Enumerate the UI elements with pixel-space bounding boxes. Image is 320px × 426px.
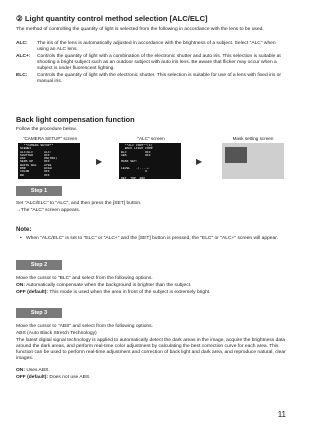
option-desc: Does not use ABS. — [49, 375, 91, 380]
option-term: ON: — [16, 283, 25, 288]
arrow-right-icon: ▶ — [96, 157, 103, 166]
step-2-text: Move the cursor to "BLC" and select from the following options. — [16, 276, 153, 281]
step-3-abs: ABS (Auto Black Stretch Technology) — [16, 331, 97, 336]
option-desc: The iris of the lens is automatically adjusted in accordance with the brightness of a subject. Select "ALC" when using an ALC lens. — [37, 41, 276, 52]
option-term: OFF (default): — [16, 290, 49, 295]
option-desc: Uses ABS. — [26, 368, 50, 373]
option-desc: This mode is used when the area in front of the subject is extremely bright. — [49, 290, 211, 295]
option-alc-plus — [16, 54, 288, 72]
step-2-on — [16, 283, 288, 289]
note-title: Note: — [16, 227, 32, 233]
step-3-on — [16, 368, 288, 374]
alc-screen: **ALC CONT**(1) BACK LIGHT COMP BLC OFF ABS OFF MASK SET↑ LEVEL -|....+ 0 RET TOP END — [119, 143, 181, 179]
caption-alc: "ALC" screen — [137, 136, 165, 141]
page-number: 11 — [277, 410, 286, 419]
caption-camera-setup: "CAMERA SETUP" screen — [22, 136, 78, 141]
section-title: ② Light quantity control method selection [ALC/ELC] — [16, 14, 208, 23]
step-3-off — [16, 375, 288, 381]
option-alc — [16, 41, 288, 53]
option-desc: Controls the quantity of light with a combination of the electronic shutter and auto iris. This selection is suitable at shooting a bright subject such as an outdoor subject with auto iris lens. Be aware that flicker may occur when a subject is under fluorescent lighting. — [37, 54, 281, 71]
note-text: When "ALC/ELC" is set to "ELC" or "ALC+" and the [SET] button is pressed, the "ELC" or "ALC+" screen will appear. — [26, 236, 278, 241]
option-desc: Controls the quantity of light with the electronic shutter. This selection is suitable for use of a lens with fixed iris or manual iris. — [37, 73, 282, 84]
blc-intro: Follow the procedure below. — [16, 127, 77, 132]
option-term: ON: — [16, 368, 25, 373]
arrow-right-icon: ▶ — [196, 157, 203, 166]
caption-mask: Mask setting screen — [232, 136, 274, 141]
alc-option-list — [16, 41, 288, 86]
step-1-result: →The "ALC" screen appears. — [16, 208, 81, 213]
step-3-desc: The latest digital signal technology is applied to automatically detect the dark areas in the image, acquire the brightness data around the dark areas, and perform real-time color adjustment by calculating the best correction curve for each area. This function can be used to perform real-time adjustment and correction of back light and dark area, and reproduce natural, clear images. — [16, 338, 286, 361]
option-term: ALC: — [16, 41, 28, 46]
option-desc: Automatically compensate when the background is brighter than the subject. — [26, 283, 192, 288]
blc-title: Back light compensation function — [16, 115, 135, 124]
mask-area — [225, 147, 247, 163]
note-item — [20, 236, 288, 242]
step-3-badge: Step 3 — [16, 308, 62, 318]
bullet-icon: • — [20, 236, 22, 241]
option-term: ALC+: — [16, 54, 31, 59]
step-3-text: Move the cursor to "ABS" and select from the following options. — [16, 324, 153, 329]
camera-setup-screen: **CAMERA SETUP** SCENE1 ALC/ELC ALC↑ SHUTTER OFF AGC ON(MID) SENS UP OFF WHITE BAL ATW1 DNR HIGH COLOR OFF BW OFF RET TOP END — [18, 143, 80, 179]
step-1-text: Set "ALC/ELC" to "ALC", and then press the [SET] button. — [16, 201, 142, 206]
step-2-off — [16, 290, 288, 296]
step-2-badge: Step 2 — [16, 260, 62, 270]
option-term: ELC: — [16, 73, 28, 78]
intro-paragraph: The method of controlling the quantity of light is selected from the following in accordance with the lens to be used. — [16, 27, 264, 32]
step-1-badge: Step 1 — [16, 186, 62, 196]
option-elc — [16, 73, 288, 85]
option-term: OFF (default): — [16, 375, 49, 380]
mask-setting-screen — [222, 143, 284, 179]
